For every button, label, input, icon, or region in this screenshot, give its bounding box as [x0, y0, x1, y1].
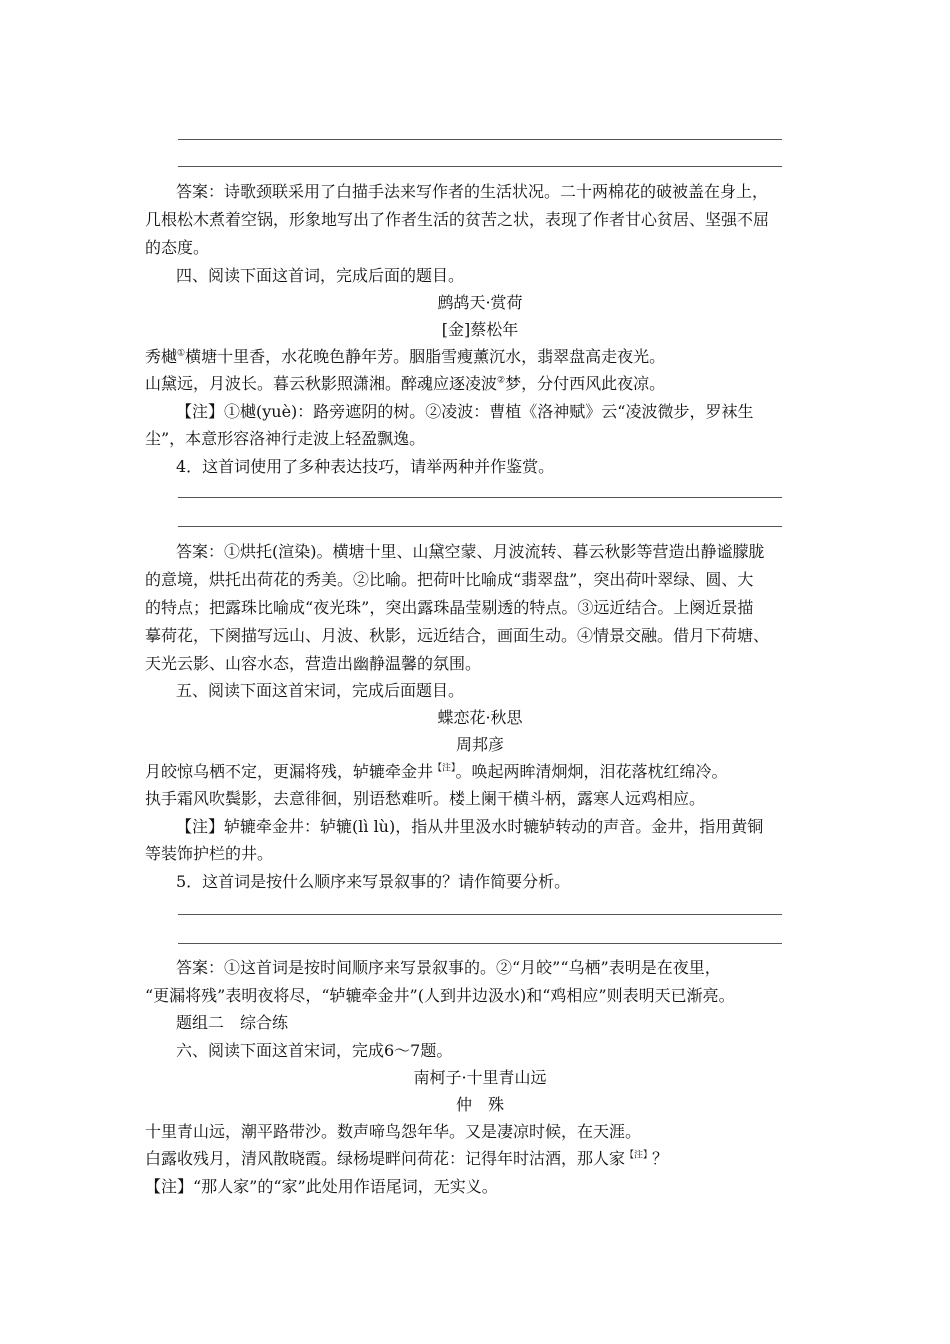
poem-title: 鹧鸪天·赏荷: [437, 293, 523, 312]
poem-line: 秀樾①横塘十里香，水花晚色静年芳。胭脂雪瘦薰沉水，翡翠盘高走夜光。: [145, 347, 666, 366]
note-text: 尘”，本意形容洛神行走波上轻盈飘逸。: [145, 429, 426, 448]
answer-text: “更漏将残”表明夜将尽，“轳辘牵金井”(人到井边汲水)和“鸡相应”则表明天已渐亮。: [145, 986, 735, 1005]
answer-blank-line: [178, 943, 782, 944]
footnote-mark: 【注】: [625, 1150, 653, 1161]
poem-line: 月皎惊乌栖不定，更漏将残，轳辘牵金井$^{【注】}$。唤起两眸清炯炯，泪花落枕红绵冷。: [145, 762, 728, 781]
footnote-mark: ①: [177, 348, 186, 359]
answer-blank-line: [178, 526, 782, 527]
answer-blank-line: [178, 166, 782, 167]
poem-line: 十里青山远，潮平路带沙。数声啼鸟怨年华。又是凄凉时候，在天涯。: [145, 1122, 642, 1141]
note-text: 【注】轳辘牵金井：轳辘(lì lù)，指从井里汲水时辘轳转动的声音。金井，指用黄铜: [176, 817, 764, 836]
group-heading: 题组二 综合练: [176, 1013, 289, 1032]
section-heading: 四、阅读下面这首词，完成后面的题目。: [176, 266, 465, 285]
answer-text: 几根松木煮着空锅，形象地写出了作者生活的贫苦之状，表现了作者甘心贫居、坚强不屈: [145, 210, 770, 229]
answer-text: 的态度。: [145, 238, 210, 257]
answer-blank-line: [178, 139, 782, 140]
answer-blank-line: [178, 914, 782, 915]
footnote-mark: 【注】: [433, 763, 456, 774]
answer-text: 答案：①烘托(渲染)。横塘十里、山黛空蒙、月波流转、暮云秋影等营造出静谧朦胧: [176, 542, 765, 561]
poem-title: 南柯子·十里青山远: [413, 1068, 547, 1087]
answer-text: 天光云影、山容水态，营造出幽静温馨的氛围。: [145, 654, 482, 673]
poem-title: 蝶恋花·秋思: [437, 708, 523, 727]
note-text: 【注】①樾(yuè)：路旁遮阴的树。②凌波：曹植《洛神赋》云“凌波微步，罗袜生: [176, 402, 754, 421]
answer-text: 答案：诗歌颈联采用了白描手法来写作者的生活状况。二十两棉花的破被盖在身上，: [176, 182, 769, 201]
answer-text: 的意境，烘托出荷花的秀美。②比喻。把荷叶比喻成“翡翠盘”，突出荷叶翠绿、圆、大: [145, 570, 754, 589]
poem-line: 白露收残月，清风散晓霞。绿杨堤畔问荷花：记得年时沽酒，那人家$^{【注】}$？: [145, 1149, 669, 1168]
note-text: 等装饰护栏的井。: [145, 844, 274, 863]
poem-author: 仲 殊: [455, 1095, 504, 1114]
footnote-mark: ②: [497, 375, 506, 386]
answer-text: 答案：①这首词是按时间顺序来写景叙事的。②“月皎”“乌栖”表明是在夜里，: [176, 958, 721, 977]
note-text: 【注】“那人家”的“家”此处用作语尾词，无实义。: [145, 1177, 498, 1196]
poem-author: [金]蔡松年: [441, 320, 519, 339]
section-heading: 五、阅读下面这首宋词，完成后面题目。: [176, 681, 465, 700]
answer-blank-line: [178, 497, 782, 498]
poem-line: 执手霜风吹鬓影，去意徘徊，别语愁难听。楼上阑干横斗柄，露寒人远鸡相应。: [145, 789, 706, 808]
question-text: 5．这首词是按什么顺序来写景叙事的？请作简要分析。: [176, 872, 571, 891]
question-text: 4．这首词使用了多种表达技巧，请举两种并作鉴赏。: [176, 457, 555, 476]
section-heading: 六、阅读下面这首宋词，完成6～7题。: [176, 1041, 453, 1060]
answer-text: 摹荷花，下阕描写远山、月波、秋影，远近结合，画面生动。④情景交融。借月下荷塘、: [145, 626, 770, 645]
poem-line: 山黛远，月波长。暮云秋影照潇湘。醉魂应逐凌波②梦，分付西风此夜凉。: [145, 374, 666, 393]
answer-text: 的特点；把露珠比喻成“夜光珠”，突出露珠晶莹剔透的特点。③远近结合。上阕近景描: [145, 598, 754, 617]
poem-author: 周邦彦: [455, 735, 504, 754]
